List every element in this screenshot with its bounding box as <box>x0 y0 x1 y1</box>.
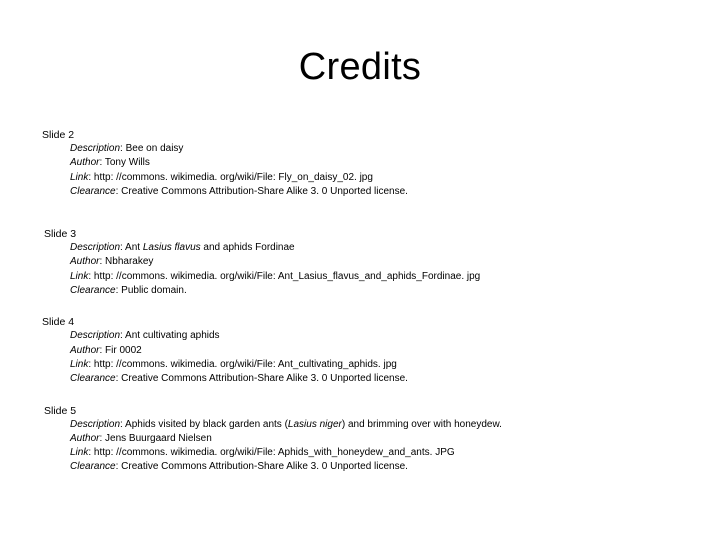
description-line <box>42 329 702 343</box>
author-label: Author <box>70 256 100 268</box>
separator: : <box>115 461 122 473</box>
credit-block-slide-2 <box>42 128 702 199</box>
clearance-line <box>42 185 702 199</box>
description-text-start: Aphids visited by black garden ants ( <box>125 418 288 430</box>
clearance-line <box>42 460 702 474</box>
slide-label: Slide 4 <box>42 316 75 329</box>
author-label: Author <box>70 157 100 169</box>
description-line <box>42 241 702 255</box>
author-text: Nbharakey <box>105 256 154 268</box>
separator: : <box>99 344 106 356</box>
description-label: Description <box>70 330 121 342</box>
description-text: Bee on daisy <box>125 143 184 154</box>
link-line <box>42 446 702 460</box>
separator: : <box>99 157 105 169</box>
author-line <box>42 344 702 358</box>
slide-label: Slide 5 <box>44 404 77 417</box>
slide-title: Credits <box>298 46 422 88</box>
author-line <box>42 156 702 170</box>
separator: : <box>115 285 122 297</box>
link-line <box>42 171 702 185</box>
description-text-end: ) and brimming over with honeydew. <box>341 418 502 430</box>
link-text: http: //commons. wikimedia. org/wiki/File: Aphids_with_honeydew_and_ants. JPG <box>93 447 455 459</box>
credits-list <box>42 128 702 501</box>
clearance-text: Creative Commons Attribution-Share Alike 3. 0 Unported license. <box>121 373 408 385</box>
description-label: Description <box>70 143 121 154</box>
credit-block-slide-3 <box>42 227 702 298</box>
description-text-end: and aphids Fordinae <box>200 242 295 254</box>
link-line <box>42 270 702 284</box>
separator: : <box>88 171 94 183</box>
separator: : <box>120 143 126 154</box>
author-text: Fir 0002 <box>105 344 142 356</box>
species-name: Lasius niger <box>287 418 342 430</box>
clearance-label: Clearance <box>70 461 116 473</box>
separator: : <box>115 373 122 385</box>
description-line <box>42 418 702 432</box>
author-text: Jens Buurgaard Nielsen <box>105 432 212 444</box>
clearance-label: Clearance <box>70 373 116 385</box>
clearance-label: Clearance <box>70 285 116 297</box>
description-label: Description <box>70 242 121 254</box>
separator: : <box>99 256 106 268</box>
separator: : <box>120 330 126 342</box>
description-text-start: Ant <box>125 242 143 254</box>
clearance-text: Creative Commons Attribution-Share Alike 3. 0 Unported license. <box>121 185 408 197</box>
clearance-text: Creative Commons Attribution-Share Alike 3. 0 Unported license. <box>121 461 408 473</box>
description-label: Description <box>70 418 121 430</box>
clearance-line <box>42 372 702 386</box>
author-label: Author <box>70 432 100 444</box>
slide-label: Slide 3 <box>44 228 77 241</box>
separator: : <box>88 358 94 370</box>
separator: : <box>115 185 122 197</box>
link-label: Link <box>70 447 89 459</box>
description-text: Ant cultivating aphids <box>125 330 220 342</box>
clearance-label: Clearance <box>70 185 116 197</box>
description-line <box>42 142 702 156</box>
slide-label: Slide 2 <box>42 129 75 141</box>
separator: : <box>120 242 126 254</box>
separator: : <box>99 432 106 444</box>
clearance-line <box>42 284 702 298</box>
author-line <box>42 255 702 269</box>
separator: : <box>120 418 126 430</box>
separator: : <box>88 270 94 282</box>
credit-block-slide-4 <box>42 315 702 386</box>
link-line <box>42 358 702 372</box>
link-text: http: //commons. wikimedia. org/wiki/File: Ant_Lasius_flavus_and_aphids_Fordinae. jpg <box>93 270 481 282</box>
separator: : <box>88 447 94 459</box>
link-text: http: //commons. wikimedia. org/wiki/File: Fly_on_daisy_02. jpg <box>93 171 373 183</box>
link-text: http: //commons. wikimedia. org/wiki/File: Ant_cultivating_aphids. jpg <box>93 358 397 370</box>
clearance-text: Public domain. <box>121 285 187 297</box>
link-label: Link <box>70 358 89 370</box>
author-line <box>42 432 702 446</box>
author-label: Author <box>70 344 100 356</box>
credit-block-slide-5 <box>42 404 702 475</box>
link-label: Link <box>70 270 89 282</box>
species-name: Lasius flavus <box>142 242 201 254</box>
link-label: Link <box>70 171 89 183</box>
author-text: Tony Wills <box>104 157 150 169</box>
